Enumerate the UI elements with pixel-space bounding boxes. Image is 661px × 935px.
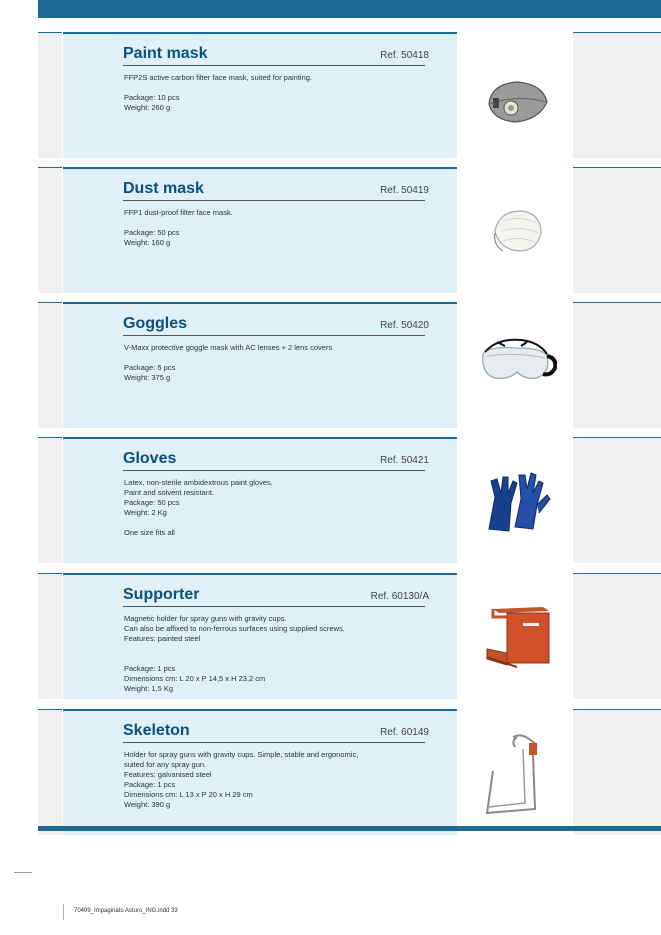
product-desc-line: Features: painted steel	[124, 634, 201, 643]
title-rule	[123, 742, 425, 743]
product-description	[124, 343, 434, 383]
product-desc-line: Latex, non-sterile ambidextrous paint gloves.	[124, 478, 273, 487]
product-desc-line: Weight: 375 g	[124, 373, 171, 382]
goggles-icon	[477, 324, 557, 408]
product-ref: Ref. 50420	[380, 320, 429, 331]
product-desc-line: Can also be affixed to non-ferrous surfaces using supplied screws.	[124, 624, 345, 633]
product-desc-line: Paint and solvent resistant.	[124, 488, 215, 497]
product-ref: Ref. 60149	[380, 727, 429, 738]
footer-filename: 70409_Impaginato Asturo_ING.indd 33	[74, 908, 178, 914]
right-margin-cell	[573, 573, 661, 699]
product-desc-line: FFP2S active carbon filter face mask, suited for painting.	[124, 73, 313, 82]
product-desc-line: Features: galvanised steel	[124, 770, 212, 779]
product-name: Paint mask	[123, 45, 208, 62]
product-6	[38, 709, 661, 835]
bottom-bar	[38, 826, 661, 831]
line-gap	[124, 83, 434, 93]
product-name: Goggles	[123, 315, 188, 332]
product-desc-line: Package: 5 pcs	[124, 363, 176, 372]
left-margin-cell	[38, 573, 62, 699]
product-desc-line: suited for any spray gun.	[124, 760, 207, 769]
product-1	[38, 32, 661, 158]
top-bar	[38, 0, 661, 18]
product-2	[38, 167, 661, 293]
title-rule	[123, 335, 425, 336]
product-desc-line: One size fits all	[124, 528, 175, 537]
product-description	[124, 750, 434, 810]
left-margin-cell	[38, 302, 62, 428]
product-desc-line: Magnetic holder for spray guns with gravity cups.	[124, 614, 287, 623]
product-ref: Ref. 60130/A	[370, 591, 429, 602]
product-desc-line: Weight: 1,5 Kg	[124, 684, 174, 693]
dust-mask-icon	[477, 189, 557, 273]
product-ref: Ref. 50418	[380, 50, 429, 61]
product-3	[38, 302, 661, 428]
product-name: Skeleton	[123, 722, 190, 739]
right-margin-cell	[573, 32, 661, 158]
crop-mark	[14, 872, 32, 873]
line-gap	[124, 353, 434, 363]
footer-divider	[63, 904, 64, 920]
product-name: Supporter	[123, 586, 200, 603]
title-rule	[123, 200, 425, 201]
product-name: Dust mask	[123, 180, 204, 197]
line-gap	[124, 644, 434, 654]
right-margin-cell	[573, 709, 661, 835]
product-ref: Ref. 50421	[380, 455, 429, 466]
title-rule	[123, 65, 425, 66]
product-desc-line: Weight: 260 g	[124, 103, 171, 112]
product-desc-line: Package: 50 pcs	[124, 228, 180, 237]
title-rule	[123, 606, 425, 607]
supporter-icon	[477, 595, 557, 679]
line-gap	[124, 218, 434, 228]
product-description	[124, 478, 434, 538]
product-desc-line: Weight: 390 g	[124, 800, 171, 809]
product-desc-line: Package: 1 pcs	[124, 780, 176, 789]
skeleton-icon	[477, 731, 557, 815]
left-margin-cell	[38, 32, 62, 158]
product-desc-line: Weight: 160 g	[124, 238, 171, 247]
product-name: Gloves	[123, 450, 177, 467]
line-gap	[124, 518, 434, 528]
right-margin-cell	[573, 167, 661, 293]
title-rule	[123, 470, 425, 471]
product-desc-line: Package: 50 pcs	[124, 498, 180, 507]
product-5	[38, 573, 661, 699]
left-margin-cell	[38, 709, 62, 835]
gloves-icon	[477, 459, 557, 543]
left-margin-cell	[38, 167, 62, 293]
left-margin-cell	[38, 437, 62, 563]
product-desc-line: Holder for spray guns with gravity cups. Simple, stable and ergonomic,	[124, 750, 359, 759]
product-desc-line: Dimensions cm: L 13 x P 20 x H 29 cm	[124, 790, 253, 799]
product-description	[124, 73, 434, 113]
right-margin-cell	[573, 437, 661, 563]
product-ref: Ref. 50419	[380, 185, 429, 196]
line-gap	[124, 654, 434, 664]
paint-mask-icon	[477, 54, 557, 138]
product-desc-line: Weight: 2 Kg	[124, 508, 167, 517]
product-desc-line: Dimensions cm: L 20 x P 14,5 x H 23,2 cm	[124, 674, 266, 683]
product-desc-line: Package: 1 pcs	[124, 664, 176, 673]
product-description	[124, 614, 434, 694]
product-description	[124, 208, 434, 248]
right-margin-cell	[573, 302, 661, 428]
product-desc-line: FFP1 dust-proof filter face mask.	[124, 208, 233, 217]
product-desc-line: V-Maxx protective goggle mask with AC lenses + 2 lens covers	[124, 343, 333, 352]
product-4	[38, 437, 661, 563]
product-desc-line: Package: 10 pcs	[124, 93, 180, 102]
